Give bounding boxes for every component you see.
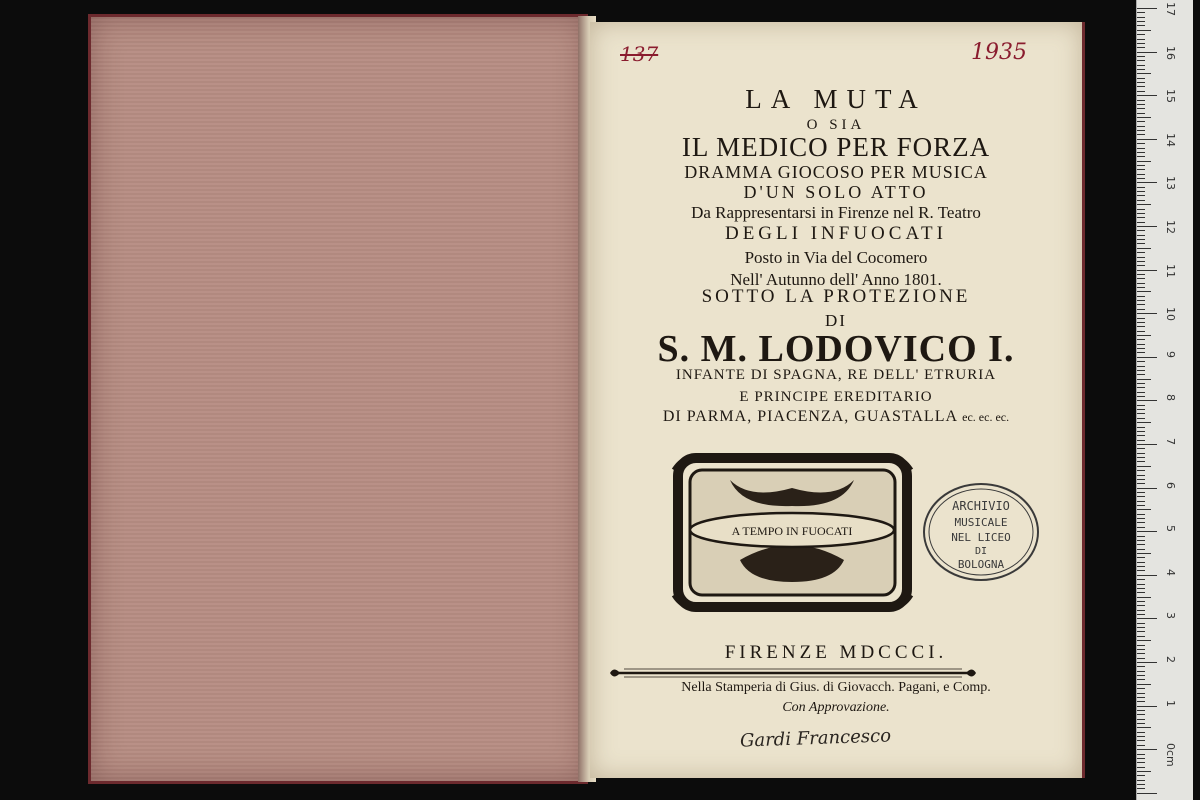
dedication-line: DI xyxy=(825,311,847,330)
measuring-ruler xyxy=(1136,0,1193,800)
ruler-tick xyxy=(1137,108,1145,109)
ruler-tick xyxy=(1137,422,1151,423)
ruler-tick xyxy=(1137,17,1145,18)
ruler-tick xyxy=(1137,466,1151,467)
ruler-tick xyxy=(1137,318,1145,319)
ruler-tick xyxy=(1137,383,1145,384)
ruler-tick xyxy=(1137,740,1145,741)
ruler-tick xyxy=(1137,732,1145,733)
ruler-label: 15 xyxy=(1164,89,1177,104)
ruler-tick xyxy=(1137,335,1151,336)
ruler-label: 16 xyxy=(1164,45,1177,60)
ruler-tick xyxy=(1137,339,1145,340)
subtitle-line: DRAMMA GIOCOSO PER MUSICA xyxy=(684,162,988,182)
cover-paste-down xyxy=(88,14,588,784)
ruler-label: 17 xyxy=(1164,2,1177,16)
subtitle-line: D'UN SOLO ATTO xyxy=(743,182,929,202)
ruler-tick xyxy=(1137,12,1145,13)
ruler-tick xyxy=(1137,182,1157,183)
ruler-tick xyxy=(1137,496,1145,497)
ruler-tick xyxy=(1137,82,1145,83)
ruler-tick xyxy=(1137,8,1157,9)
ruler-tick xyxy=(1137,270,1157,271)
ruler-label: 3 xyxy=(1164,612,1177,620)
ruler-tick xyxy=(1137,448,1145,449)
ruler-label: 7 xyxy=(1164,438,1177,445)
stamp-line: NEL LICEO xyxy=(951,531,1011,544)
date-line: Nell' Autunno dell' Anno 1801. xyxy=(730,270,942,289)
ruler-tick xyxy=(1137,527,1145,528)
ruler-tick xyxy=(1137,706,1157,707)
ruler-tick xyxy=(1137,257,1145,258)
venue-line: DEGLI INFUOCATI xyxy=(724,223,947,244)
ruler-label: 5 xyxy=(1164,525,1177,533)
ruler-tick xyxy=(1137,588,1145,589)
ruler-tick xyxy=(1137,117,1151,118)
ruler-tick xyxy=(1137,265,1145,266)
ruler-tick xyxy=(1137,710,1145,711)
ruler-tick xyxy=(1137,387,1145,388)
ruler-tick xyxy=(1137,649,1145,650)
ruler-label: 0cm xyxy=(1164,743,1177,767)
title-line: O SIA xyxy=(806,117,866,133)
ruler-tick xyxy=(1137,623,1145,624)
stamp-line: MUSICALE xyxy=(954,516,1008,529)
ruler-tick xyxy=(1137,614,1145,615)
ruler-tick xyxy=(1137,296,1145,297)
ruler-tick xyxy=(1137,418,1145,419)
ruler-tick xyxy=(1137,605,1145,606)
ruler-tick xyxy=(1137,331,1145,332)
ruler-tick xyxy=(1137,187,1145,188)
ruler-tick xyxy=(1137,287,1145,288)
ruler-tick xyxy=(1137,248,1151,249)
ruler-tick xyxy=(1137,662,1157,663)
ruler-label: 4 xyxy=(1164,568,1177,576)
ruler-tick xyxy=(1137,666,1145,667)
ruler-tick xyxy=(1137,52,1157,53)
ruler-tick xyxy=(1137,544,1145,545)
ruler-tick xyxy=(1137,483,1145,484)
ruler-tick xyxy=(1137,95,1157,96)
ruler-tick xyxy=(1137,745,1145,746)
title-line: LA MUTA xyxy=(745,84,927,114)
shelf-number: 1935 xyxy=(971,40,1027,65)
dedicatee-title: INFANTE DI SPAGNA, RE DELL' ETRURIA xyxy=(675,367,997,383)
ruler-tick xyxy=(1137,444,1157,445)
ruler-tick xyxy=(1137,658,1145,659)
ruler-tick xyxy=(1137,361,1145,362)
ruler-tick xyxy=(1137,178,1145,179)
ruler-tick xyxy=(1137,222,1145,223)
ruler-tick xyxy=(1137,457,1145,458)
ruler-tick xyxy=(1137,775,1145,776)
imprint-place-date: FIRENZE MDCCCI. xyxy=(724,642,948,663)
ruler-label: 6 xyxy=(1164,481,1177,489)
ruler-tick xyxy=(1137,261,1145,262)
ruler-tick xyxy=(1137,326,1145,327)
ruler-label: 8 xyxy=(1164,394,1177,402)
ornamental-rule xyxy=(608,666,978,680)
ruler-tick xyxy=(1137,56,1145,57)
ruler-tick xyxy=(1137,169,1145,170)
ruler-tick xyxy=(1137,78,1145,79)
ruler-tick xyxy=(1137,610,1145,611)
ruler-label: 10 xyxy=(1164,307,1177,322)
ruler-tick xyxy=(1137,379,1151,380)
ruler-tick xyxy=(1137,104,1145,105)
ruler-tick xyxy=(1137,479,1145,480)
ruler-tick xyxy=(1137,671,1145,672)
ruler-tick xyxy=(1137,226,1157,227)
ruler-tick xyxy=(1137,300,1145,301)
ruler-tick xyxy=(1137,21,1145,22)
ruler-tick xyxy=(1137,405,1145,406)
ruler-tick xyxy=(1137,195,1145,196)
ruler-tick xyxy=(1137,597,1151,598)
ruler-tick xyxy=(1137,531,1157,532)
ruler-tick xyxy=(1137,557,1145,558)
etc-abbreviation: ec. ec. ec. xyxy=(962,410,1010,424)
ruler-tick xyxy=(1137,121,1145,122)
ruler-tick xyxy=(1137,156,1145,157)
ruler-tick xyxy=(1137,134,1145,135)
ruler-tick xyxy=(1137,688,1145,689)
ruler-tick xyxy=(1137,239,1145,240)
ruler-tick xyxy=(1137,771,1151,772)
ruler-tick xyxy=(1137,736,1145,737)
ruler-tick xyxy=(1137,413,1145,414)
ruler-tick xyxy=(1137,86,1145,87)
library-stamp xyxy=(920,480,1042,584)
ruler-tick xyxy=(1137,235,1145,236)
ruler-tick xyxy=(1137,618,1157,619)
ruler-tick xyxy=(1137,213,1145,214)
printers-device-woodcut xyxy=(670,450,915,615)
ruler-tick xyxy=(1137,514,1145,515)
ruler-tick xyxy=(1137,475,1145,476)
ruler-tick xyxy=(1137,727,1151,728)
ruler-tick xyxy=(1137,601,1145,602)
woodcut-motto: A TEMPO IN FUOCATI xyxy=(731,524,853,538)
ruler-tick xyxy=(1137,566,1145,567)
ruler-tick xyxy=(1137,278,1145,279)
ruler-label: 12 xyxy=(1164,220,1177,234)
ruler-tick xyxy=(1137,217,1145,218)
venue-line: Posto in Via del Cocomero xyxy=(744,248,928,267)
ruler-tick xyxy=(1137,780,1145,781)
ruler-tick xyxy=(1137,636,1145,637)
ruler-tick xyxy=(1137,549,1145,550)
ruler-tick xyxy=(1137,570,1145,571)
ruler-tick xyxy=(1137,435,1145,436)
dedicatee-title: E PRINCIPE EREDITARIO xyxy=(739,389,933,405)
ruler-tick xyxy=(1137,409,1145,410)
ruler-tick xyxy=(1137,143,1145,144)
ruler-tick xyxy=(1137,536,1145,537)
ruler-label: 11 xyxy=(1164,263,1177,278)
ruler-tick xyxy=(1137,788,1145,789)
ruler-tick xyxy=(1137,322,1145,323)
ruler-tick xyxy=(1137,392,1145,393)
ruler-tick xyxy=(1137,313,1157,314)
stamp-line: DI xyxy=(974,546,988,557)
ruler-tick xyxy=(1137,501,1145,502)
ruler-label: 1 xyxy=(1164,699,1177,707)
ruler-tick xyxy=(1137,488,1157,489)
dedicatee-title xyxy=(590,408,1082,426)
ruler-tick xyxy=(1137,697,1145,698)
ruler-tick xyxy=(1137,653,1145,654)
ruler-tick xyxy=(1137,204,1151,205)
ruler-tick xyxy=(1137,453,1145,454)
ruler-tick xyxy=(1137,693,1145,694)
ruler-tick xyxy=(1137,400,1157,401)
ruler-tick xyxy=(1137,754,1145,755)
ruler-tick xyxy=(1137,509,1151,510)
ruler-tick xyxy=(1137,130,1145,131)
ruler-tick xyxy=(1137,47,1145,48)
ruler-tick xyxy=(1137,357,1157,358)
ruler-tick xyxy=(1137,69,1145,70)
ruler-tick xyxy=(1137,243,1145,244)
ruler-tick xyxy=(1137,25,1145,26)
ruler-tick xyxy=(1137,126,1145,127)
stamp-line: ARCHIVIO xyxy=(952,499,1010,513)
printer-line: Nella Stamperia di Gius. di Giovacch. Pagani, e Comp. xyxy=(681,680,991,695)
ruler-tick xyxy=(1137,767,1145,768)
ruler-label: 2 xyxy=(1164,656,1177,663)
ruler-tick xyxy=(1137,344,1145,345)
ruler-tick xyxy=(1137,309,1145,310)
ruler-label: 14 xyxy=(1164,132,1177,147)
shelf-number-old: 137 xyxy=(620,42,659,66)
ruler-tick xyxy=(1137,352,1145,353)
ruler-tick xyxy=(1137,252,1145,253)
ruler-tick xyxy=(1137,631,1145,632)
ruler-tick xyxy=(1137,505,1145,506)
ruler-tick xyxy=(1137,627,1145,628)
ruler-tick xyxy=(1137,366,1145,367)
ruler-tick xyxy=(1137,758,1145,759)
ruler-tick xyxy=(1137,200,1145,201)
ruler-tick xyxy=(1137,165,1145,166)
ruler-tick xyxy=(1137,91,1145,92)
ruler-tick xyxy=(1137,575,1157,576)
ruler-tick xyxy=(1137,684,1151,685)
ruler-label: 9 xyxy=(1164,350,1177,358)
ruler-tick xyxy=(1137,679,1145,680)
ruler-tick xyxy=(1137,209,1145,210)
stamp-line: BOLOGNA xyxy=(957,558,1005,571)
ruler-tick xyxy=(1137,374,1145,375)
ruler-tick xyxy=(1137,553,1151,554)
ruler-tick xyxy=(1137,723,1145,724)
ruler-tick xyxy=(1137,719,1145,720)
ruler-tick xyxy=(1137,470,1145,471)
ruler-tick xyxy=(1137,540,1145,541)
ruler-tick xyxy=(1137,701,1145,702)
ruler-tick xyxy=(1137,675,1145,676)
ruler-tick xyxy=(1137,65,1145,66)
ruler-tick xyxy=(1137,73,1151,74)
ruler-tick xyxy=(1137,148,1145,149)
ruler-tick xyxy=(1137,274,1145,275)
ruler-label: 13 xyxy=(1164,176,1177,191)
title-line: IL MEDICO PER FORZA xyxy=(681,132,991,162)
ruler-tick xyxy=(1137,230,1145,231)
ruler-tick xyxy=(1137,152,1145,153)
ruler-tick xyxy=(1137,431,1145,432)
ruler-tick xyxy=(1137,161,1151,162)
ruler-tick xyxy=(1137,43,1145,44)
ruler-tick xyxy=(1137,584,1145,585)
ruler-tick xyxy=(1137,174,1145,175)
dedicatee-domains: DI PARMA, PIACENZA, GUASTALLA xyxy=(662,408,958,425)
title-page xyxy=(590,22,1085,778)
ruler-tick xyxy=(1137,492,1145,493)
ruler-tick xyxy=(1137,440,1145,441)
dedication-line: SOTTO LA PROTEZIONE xyxy=(701,286,971,307)
venue-line: Da Rappresentarsi in Firenze nel R. Teatro xyxy=(691,203,981,222)
ruler-tick xyxy=(1137,461,1145,462)
ruler-tick xyxy=(1137,396,1145,397)
ruler-tick xyxy=(1137,579,1145,580)
dedicatee-name: S. M. LODOVICO I. xyxy=(657,328,1015,370)
ruler-tick xyxy=(1137,304,1145,305)
ruler-tick xyxy=(1137,60,1145,61)
ruler-tick xyxy=(1137,100,1145,101)
ruler-tick xyxy=(1137,191,1145,192)
ruler-tick xyxy=(1137,139,1157,140)
approval-line: Con Approvazione. xyxy=(782,700,890,715)
ruler-tick xyxy=(1137,592,1145,593)
ruler-tick xyxy=(1137,34,1145,35)
ruler-tick xyxy=(1137,39,1145,40)
ruler-tick xyxy=(1137,645,1145,646)
ruler-tick xyxy=(1137,370,1145,371)
ruler-tick xyxy=(1137,793,1157,794)
ruler-tick xyxy=(1137,714,1145,715)
ruler-tick xyxy=(1137,30,1151,31)
ruler-tick xyxy=(1137,522,1145,523)
ruler-tick xyxy=(1137,640,1151,641)
ruler-tick xyxy=(1137,113,1145,114)
handwritten-signature: Gardi Francesco xyxy=(739,725,892,752)
ruler-tick xyxy=(1137,784,1145,785)
ruler-tick xyxy=(1137,562,1145,563)
ruler-tick xyxy=(1137,749,1157,750)
ruler-tick xyxy=(1137,291,1151,292)
ruler-tick xyxy=(1137,427,1145,428)
ruler-tick xyxy=(1137,762,1145,763)
ruler-tick xyxy=(1137,283,1145,284)
ruler-tick xyxy=(1137,518,1145,519)
ruler-tick xyxy=(1137,348,1145,349)
